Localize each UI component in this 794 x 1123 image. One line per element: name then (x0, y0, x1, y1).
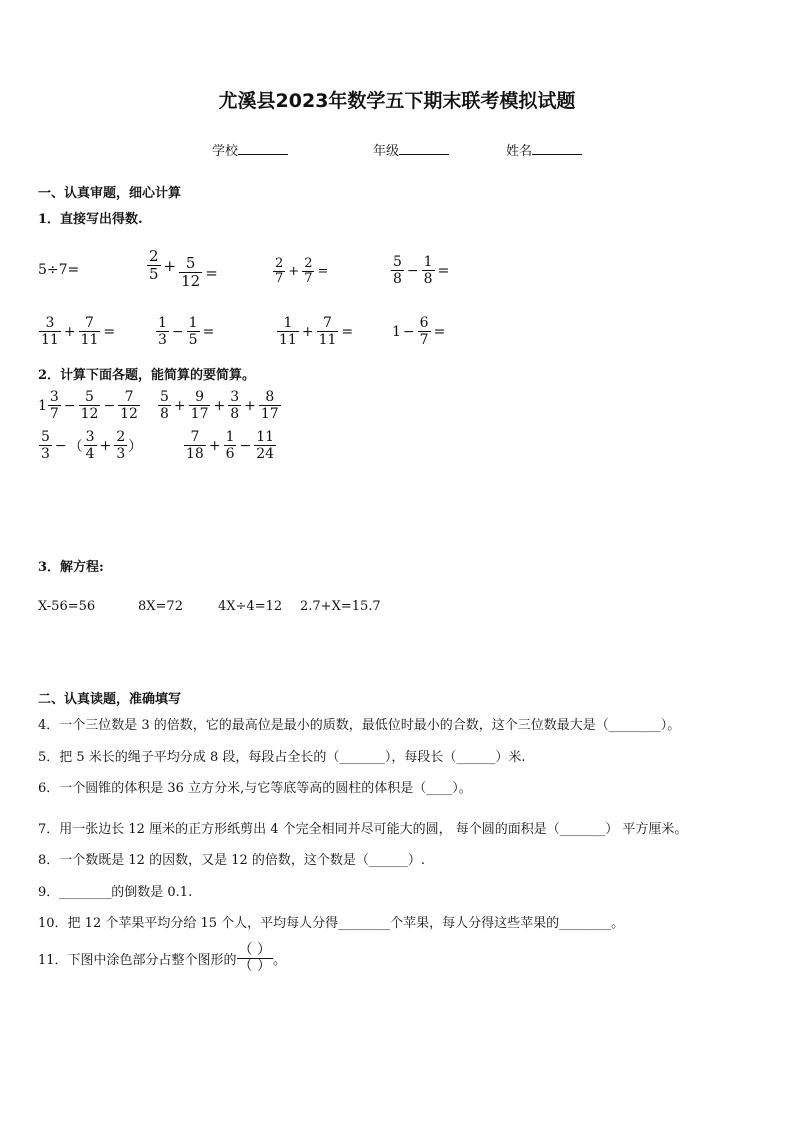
q3-equation-3: 4X÷4=12 (218, 599, 283, 614)
question-1-label: 1．直接写出得数. (38, 212, 143, 227)
name-label: 姓名 (506, 144, 533, 159)
section-1-heading: 一、认真审题，细心计算 (38, 186, 182, 201)
q2-expr-4: $\frac{7}{18}$ + $\frac{1}{6}$ − $\frac{11}{24}$ (186, 429, 275, 462)
answer-fraction[interactable]: $\frac{( )}{( )}$ (238, 942, 271, 975)
question-4: 4．一个三位数是 3 的倍数，它的最高位是最小的质数，最低位时最小的合数，这个三位数最大是（________）。 (38, 718, 681, 733)
q1-expr-3: $\frac{2}{7}$ + $\frac{2}{7}$ = (275, 256, 329, 286)
question-11-text: 11．下图中涂色部分占整个图形的 (38, 953, 237, 969)
q1-expr-6: $\frac{1}{3}$ − $\frac{1}{5}$ = (158, 315, 215, 348)
q2-expr-3: $\frac{5}{3}$ − （ $\frac{3}{4}$ + $\frac{2}{3}$ ） (41, 429, 143, 462)
section-2-heading: 二、认真读题，准确填写 (38, 692, 182, 707)
q1-expr-2: $\frac{2}{5}$ + $\frac{5}{12}$ = (149, 247, 218, 290)
q3-equation-4: 2.7+X=15.7 (300, 599, 381, 614)
question-10: 10．把 12 个苹果平均分给 15 个人，平均每人分得________个苹果，每人分得这些苹果的________。 (38, 916, 625, 931)
question-5: 5．把 5 米长的绳子平均分成 8 段，每段占全长的（_______），每段长（______）米. (38, 750, 526, 765)
question-2-label: 2．计算下面各题，能简算的要简算。 (38, 368, 256, 383)
q2-expr-2: $\frac{5}{8}$ + $\frac{9}{17}$ + $\frac{3}{8}$ + $\frac{8}{17}$ (160, 389, 279, 422)
q2-expr-1: 1 $\frac{3}{7}$ − $\frac{5}{12}$ − $\frac{7}{12}$ (38, 389, 138, 422)
q3-equation-1: X-56=56 (38, 599, 96, 614)
question-7: 7．用一张边长 12 厘米的正方形纸剪出 4 个完全相同并尽可能大的圆， 每个圆的面积是（_______） 平方厘米。 (38, 822, 688, 837)
school-label: 学校 (212, 144, 239, 159)
q1-expr-5: $\frac{3}{11}$ + $\frac{7}{11}$ = (41, 315, 116, 348)
page-title: 尤溪县2023年数学五下期末联考模拟试题 (218, 90, 576, 112)
question-11: 11．下图中涂色部分占整个图形的 $\frac{( )}{( )}$ 。 (38, 942, 287, 975)
question-9: 9．________的倒数是 0.1. (38, 885, 193, 900)
q3-equation-2: 8X=72 (138, 599, 183, 614)
q1-expr-1: 5÷7= (38, 262, 80, 278)
grade-field (373, 140, 449, 159)
grade-blank[interactable] (399, 142, 449, 155)
q1-expr-8: 1 − $\frac{6}{7}$ = (392, 315, 446, 348)
q1-expr-7: $\frac{1}{11}$ + $\frac{7}{11}$ = (279, 315, 354, 348)
question-6: 6．一个圆锥的体积是 36 立方分米,与它等底等高的圆柱的体积是（____）。 (38, 781, 472, 796)
question-3-label: 3．解方程: (38, 560, 104, 575)
grade-label: 年级 (373, 144, 400, 159)
school-field (212, 140, 288, 159)
q1-expr-4: $\frac{5}{8}$ − $\frac{1}{8}$ = (393, 254, 450, 287)
school-blank[interactable] (238, 142, 288, 155)
question-8: 8．一个数既是 12 的因数，又是 12 的倍数，这个数是（______）. (38, 853, 426, 868)
name-field (506, 140, 582, 159)
name-blank[interactable] (532, 142, 582, 155)
